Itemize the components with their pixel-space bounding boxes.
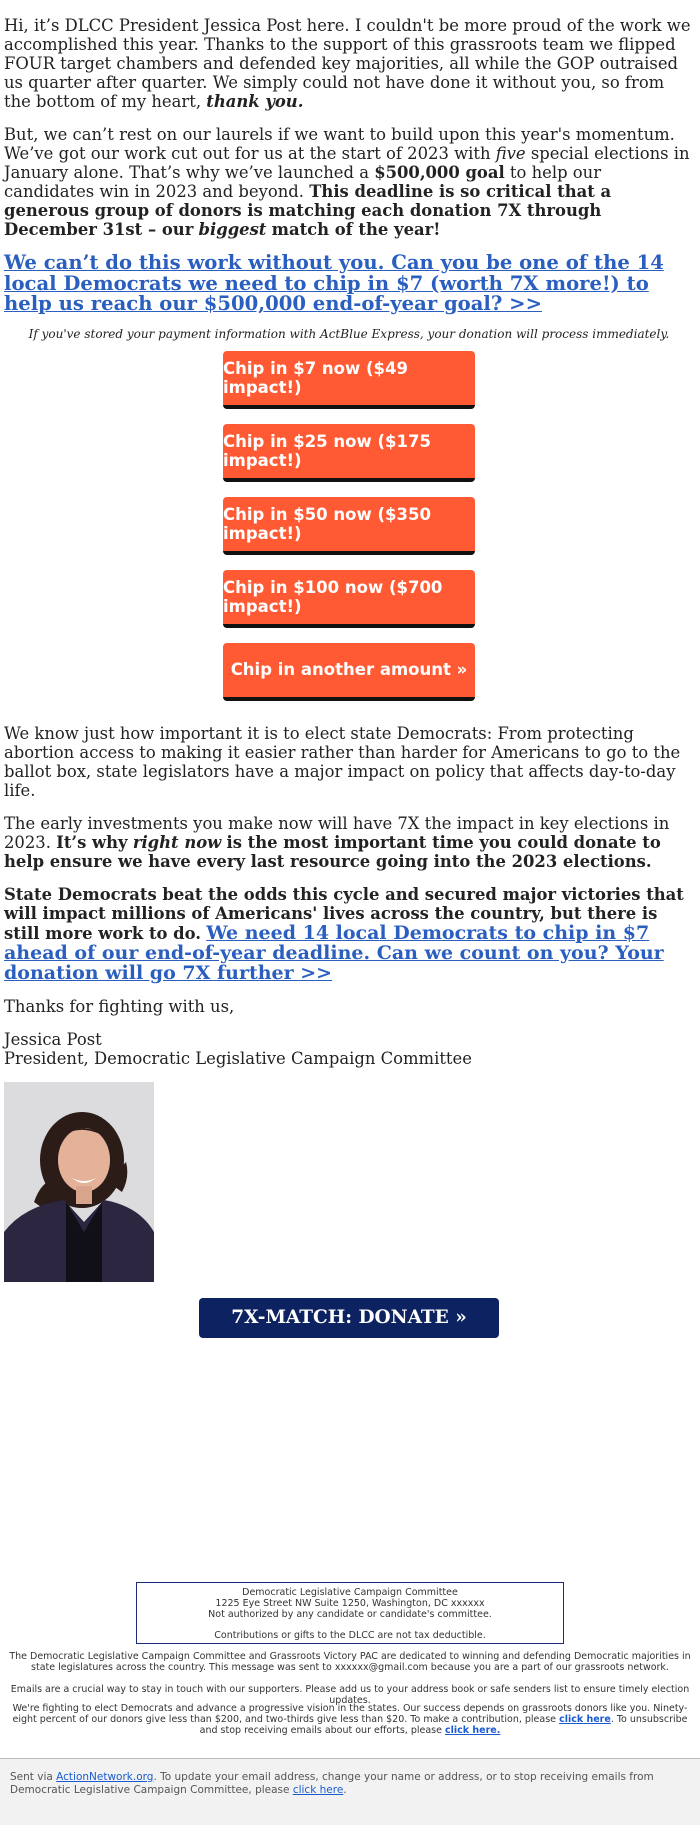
donor-text-a: We're fighting to elect Democrats and advance a progressive vision in the states. Our success depends on grassroots donors like you. Ninety-eight percent of our donors give less than $200, and two-thirds give less than $20. To make a contribution, please [12,1703,688,1725]
right-now-text: right now [132,832,222,852]
five-text: five [495,144,526,163]
donate-button[interactable]: 7X-MATCH: DONATE » [199,1298,499,1338]
investment-text-b: It’s why [56,832,128,852]
goal-text: $500,000 goal [374,163,505,182]
actionnetwork-link[interactable]: ActionNetwork.org [56,1771,154,1783]
not-authorized-text: Not authorized by any candidate or candidate's committee. [208,1609,492,1620]
update-email-text: . To update your email address, change your name or address, or to stop receiving emails from Democratic Legislative Campaign Committee, please [10,1771,654,1796]
headline-donate-link[interactable]: We can’t do this work without you. Can you be one of the 14 local Democrats we need to chip in $7 (worth 7X more!) to help us reach our $500,000 end-of-year goal? >> [4,251,664,315]
deadline-text: This deadline is so critical that a generous group of donors is matching each donation 7X through December 31st – our [4,182,612,239]
signature-name: Jessica Post [4,1029,102,1049]
footer-mission-text: The Democratic Legislative Campaign Committee and Grassroots Victory PAC are dedicated to winning and defending Democratic majorities in state legislatures across the country. This message was sent to xxxxxx@gmail.com because you are a part of our grassroots network. [9,1651,691,1673]
contribute-link[interactable]: click here [559,1714,611,1725]
biggest-text: biggest [198,220,267,239]
momentum-text-c: to help our candidates win in 2023 and beyond. [4,163,602,201]
sent-via-bar [0,1758,700,1825]
thank-you-text: thank you. [206,92,304,111]
actblue-note: If you've stored your payment information with ActBlue Express, your donation will process immediately. [28,326,670,341]
footer-contact-text: Emails are a crucial way to stay in touch with our supporters. Please add us to your address book or safe senders list to ensure timely election updates. [10,1684,690,1706]
chip-25-button[interactable]: Chip in $25 now ($175 impact!) [223,424,475,482]
thanks-line: Thanks for fighting with us, [4,996,235,1016]
momentum-text-b: special elections in January alone. That’s why we’ve launched a [4,144,690,182]
email-body [4,16,694,1338]
intro-paragraph [4,16,694,111]
donate-button-wrap [4,1298,694,1338]
signature-title: President, Democratic Legislative Campaign Committee [4,1048,472,1068]
footer-disclaimer-box [136,1582,564,1644]
victories-paragraph [4,885,694,983]
chip-buttons-group [4,351,694,716]
investment-paragraph [4,814,694,871]
chip-other-amount-button[interactable]: Chip in another amount » [223,643,475,701]
investment-text-c: is the most important time you could donate to help ensure we have every last resource going into the 2023 elections. [4,832,661,871]
investment-text-a: The early investments you make now will have 7X the impact in key elections in 2023. [4,813,670,852]
donor-text-b: . To unsubscribe and stop receiving emails about our efforts, please [199,1714,688,1736]
update-preferences-link[interactable]: click here [292,1784,344,1796]
chip-100-button[interactable]: Chip in $100 now ($700 impact!) [223,570,475,628]
unsubscribe-link[interactable]: click here. [445,1725,501,1736]
period-text: . [343,1784,347,1796]
momentum-paragraph [4,125,694,239]
momentum-text-a: But, we can’t rest on our laurels if we want to build upon this year's momentum. We’ve got our work cut out for us at the start of 2023 with [4,125,675,163]
footer-donor-text [6,1703,694,1736]
intro-text: Hi, it’s DLCC President Jessica Post here. I couldn't be more proud of the work we accomplished this year. Thanks to the support of this grassroots team we flipped FOUR target chambers and defended key majorities, all while the GOP outraised us quarter after quarter. We simply could not have done it without you, so from the bottom of my heart, [4,16,691,111]
count-on-you-link[interactable]: We need 14 local Democrats to chip in $7 ahead of our end-of-year deadline. Can we count on you? Your donation will go 7X further >> [4,921,664,984]
org-name: Democratic Legislative Campaign Committee [242,1587,458,1598]
sent-via-text: Sent via [10,1771,53,1783]
org-address: 1225 Eye Street NW Suite 1250, Washington, DC xxxxxx [215,1598,485,1609]
victories-text: State Democrats beat the odds this cycle and secured major victories that will impact millions of Americans' lives across the country, but there is still more work to do. [4,884,684,943]
chip-7-button[interactable]: Chip in $7 now ($49 impact!) [223,351,475,409]
not-deductible-text: Contributions or gifts to the DLCC are not tax deductible. [214,1630,486,1641]
jessica-post-photo [4,1082,154,1282]
portrait-illustration [4,1082,154,1282]
importance-paragraph: We know just how important it is to elect state Democrats: From protecting abortion access to making it easier rather than harder for Americans to go to the ballot box, state legislators have a major impact on policy that affects day-to-day life. [4,723,681,800]
match-text: match of the year! [271,220,441,239]
chip-50-button[interactable]: Chip in $50 now ($350 impact!) [223,497,475,555]
